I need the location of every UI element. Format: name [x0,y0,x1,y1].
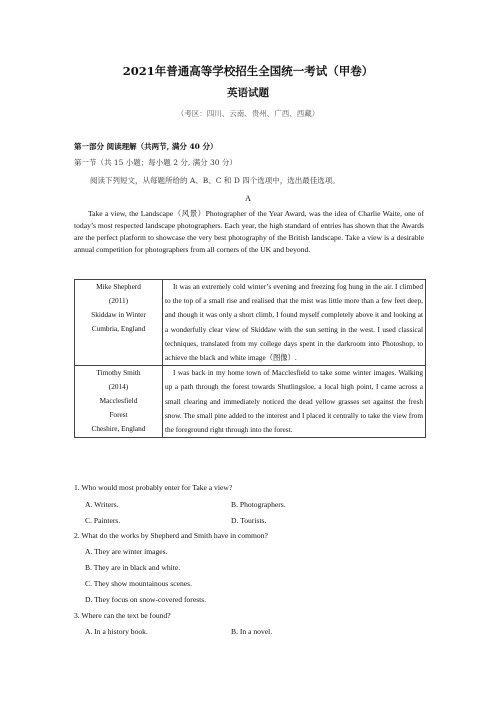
option-b[interactable]: B. In a novel. [231,627,273,636]
option-d[interactable]: D. Tourists. [231,516,267,525]
exam-title: 2021年普通高等学校招生全国统一考试（甲卷） [122,64,374,78]
part-heading: 第一部分 阅读理解（共两节, 满分 40 分） [74,142,218,151]
entry-author-cell [75,366,163,438]
passage-letter: A [245,194,251,203]
author-name: Timothy Smith [96,368,141,378]
photo-place: Cheshire, England [91,424,146,434]
entry-author-cell [75,280,163,366]
question-stem: 1. Who would most probably enter for Take a view? [74,483,233,492]
option-a[interactable]: A. In a history book. [85,627,148,636]
option-a[interactable]: A. They are winter images. [85,547,168,556]
table-row [75,280,426,366]
passage-intro: Take a view, the Landscape（风景）Photographer of the Year Award, was the idea of Charlie Waite, one of today’s most respected landscape photographers. Each year, the high standard of entries has shown that the Awards are the perfect platform to showcase the very best photography of the British landscape. Take a view is a desirable annual competition for photographers from all corners of the UK and beyond. [74,209,424,254]
entries-table [74,279,426,438]
option-c[interactable]: C. They show mountainous scenes. [85,579,193,588]
author-year: (2011) [108,296,129,305]
entry-story: I was back in my home town of Macclesfield to take some winter images. Walking up a path through the forest towards Shutlingsloe, a local high point, I came across a small clearing and immediately noticed the dead yellow grasses set against the fresh snow. The small pine added to the interest and I placed it centrally to take the view from the foreground right through into the forest. [163,366,426,438]
question-stem: 2. What do the works by Shepherd and Smith have in common? [74,531,268,540]
option-c[interactable]: C. Painters. [85,516,121,525]
exam-region: （考区：四川、云南、贵州、广西、西藏） [176,109,320,118]
option-b[interactable]: B. They are in black and white. [85,563,181,572]
option-b[interactable]: B. Photographers. [231,500,286,509]
section-heading: 第一节（共 15 小题；每小题 2 分, 满分 30 分） [74,158,237,167]
table-row [75,366,426,438]
question-stem: 3. Where can the text be found? [74,611,171,620]
photo-place: Cumbria, England [91,324,146,333]
exam-subtitle: 英语试题 [227,87,269,99]
option-d[interactable]: D. They focus on snow-covered forests. [85,595,207,604]
option-a[interactable]: A. Writers. [85,500,119,509]
author-name: Mike Shepherd [96,282,141,291]
entry-story: It was an extremely cold winter’s evening and freezing fog hung in the air. I climbed to the top of a small rise and realised that the mist was little more than a few feet deep, and though it was only a short climb, I found myself completely above it and looking at a wonderfully clear view of Skiddaw with the sun setting in the west. I used classical techniques, translated from my college days spent in the darkroom into Photoshop, to achieve the black and white image（图像）. [163,280,426,366]
photo-place: Skiddaw in Winter [91,310,146,319]
instruction-text: 阅读下列短文，从每题所给的 A、B、C 和 D 四个选项中，选出最佳选项。 [90,176,340,185]
author-year: (2014) [108,382,129,392]
photo-place: Forest [109,410,128,420]
photo-place: Macclesfield [99,396,138,406]
